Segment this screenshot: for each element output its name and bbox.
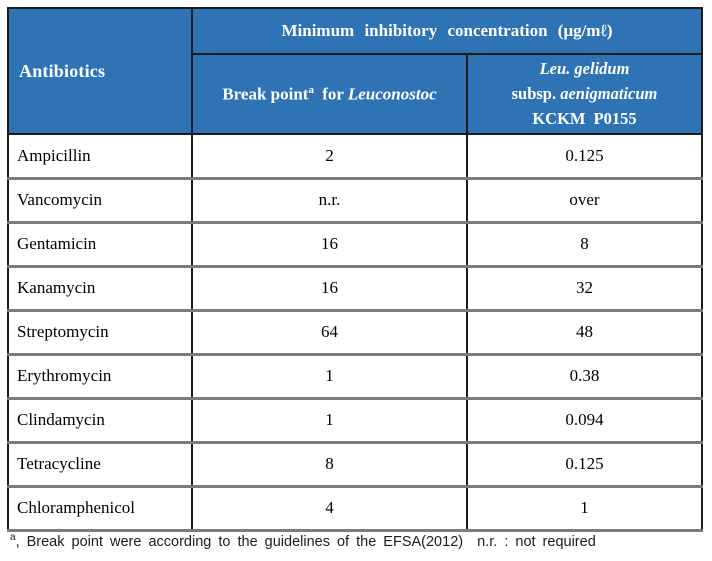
strain-subsp-label: subsp. [511, 83, 561, 103]
antibiotic-name: Clindamycin [8, 398, 192, 442]
antibiotic-name: Chloramphenicol [8, 486, 192, 530]
breakpoint-superscript: a [308, 83, 314, 96]
mic-value: 32 [467, 266, 702, 310]
antibiotic-name: Streptomycin [8, 310, 192, 354]
breakpoint-value: n.r. [192, 178, 467, 222]
mic-value: over [467, 178, 702, 222]
table-row-clindamycin [8, 398, 702, 442]
breakpoint-value: 1 [192, 354, 467, 398]
strain-genus-italic: Leu. gelidum [539, 59, 630, 78]
mic-value: 0.38 [467, 354, 702, 398]
strain-strain-id: KCKM P0155 [532, 108, 637, 128]
mic-value: 1 [467, 486, 702, 530]
mic-value: 48 [467, 310, 702, 354]
antibiotics-column-header: Antibiotics [8, 8, 192, 134]
strain-line1 [468, 57, 701, 82]
breakpoint-column-header [192, 54, 467, 134]
footnote-text: , Break point were according to the guidelines of the EFSA(2012) n.r. : not required [15, 533, 596, 550]
table-footnote [10, 532, 596, 550]
table-row-vancomycin [8, 178, 702, 222]
table-row-streptomycin [8, 310, 702, 354]
antibiotic-name: Tetracycline [8, 442, 192, 486]
breakpoint-label-mid: for [317, 84, 348, 104]
mic-value: 0.125 [467, 442, 702, 486]
breakpoint-value: 8 [192, 442, 467, 486]
breakpoint-species-italic: Leuconostoc [347, 84, 437, 104]
antibiotic-name: Vancomycin [8, 178, 192, 222]
breakpoint-value: 64 [192, 310, 467, 354]
header-row-1 [8, 8, 702, 54]
mic-value: 8 [467, 222, 702, 266]
table-row-tetracycline [8, 442, 702, 486]
antibiotic-name: Erythromycin [8, 354, 192, 398]
mic-table [7, 7, 703, 532]
breakpoint-label: Break point [222, 84, 309, 104]
strain-line2 [468, 82, 701, 107]
mic-value: 0.094 [467, 398, 702, 442]
breakpoint-value: 1 [192, 398, 467, 442]
mic-value: 0.125 [467, 134, 702, 178]
breakpoint-value: 4 [192, 486, 467, 530]
footnote-superscript: a [10, 532, 16, 543]
table-row-ampicillin [8, 134, 702, 178]
table-row-erythromycin [8, 354, 702, 398]
strain-subsp-italic: aenigmaticum [560, 83, 658, 103]
breakpoint-value: 2 [192, 134, 467, 178]
antibiotic-name: Ampicillin [8, 134, 192, 178]
mic-title-header: Minimum inhibitory concentration (μg/mℓ) [192, 8, 702, 54]
table-row-chloramphenicol [8, 486, 702, 530]
antibiotic-name: Kanamycin [8, 266, 192, 310]
breakpoint-value: 16 [192, 266, 467, 310]
table-row-kanamycin [8, 266, 702, 310]
breakpoint-value: 16 [192, 222, 467, 266]
antibiotic-name: Gentamicin [8, 222, 192, 266]
table-row-gentamicin [8, 222, 702, 266]
strain-column-header [467, 54, 702, 134]
